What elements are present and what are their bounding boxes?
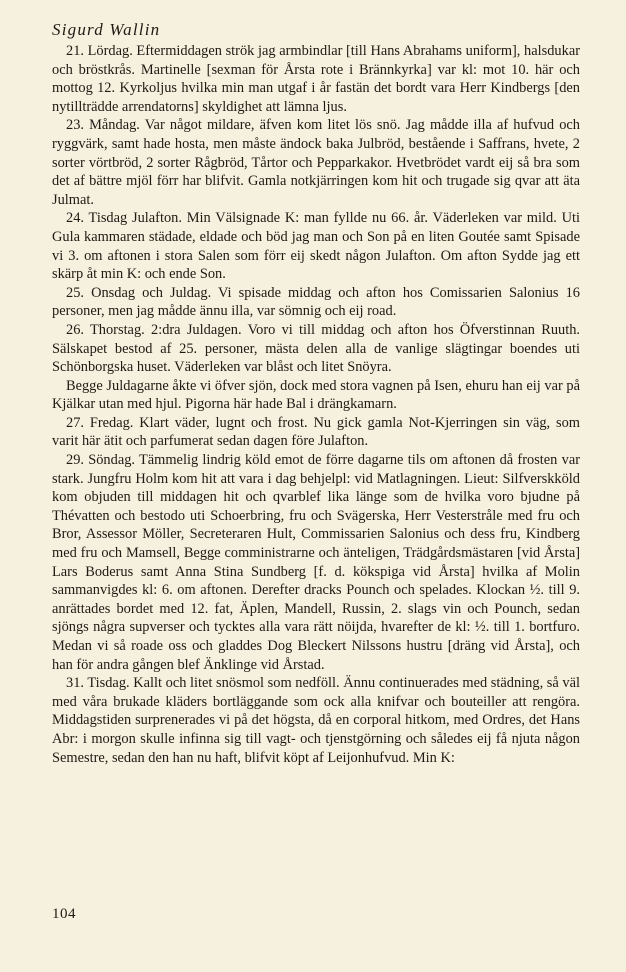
diary-entry: 21. Lördag. Eftermiddagen strök jag armbindlar [till Hans Abrahams uniform], halsdukar och bröstkrås. Martinelle [sexman för Årsta rote i Brännkyrka] var kl: mot 10. här och mottog 12. Kyrkoljus hvilka min man utgaf i år fastän det bordt vara Herr Kindbergs [den nytillträdde arrendatorns] skyldighet att lämna ljus. — [52, 43, 580, 115]
diary-entry: 29. Söndag. Tämmelig lindrig köld emot de förre dagarne tils om aftonen då frosten var stark. Jungfru Holm kom hit att vara i dag behjelpl: vid Matlagningen. Lieut: Silfverskköld kom objuden till middagen hit och qvarblef lika länge som de hvilka voro bjudne på Thévatten och bestodo uti Schoerbring, fru och Svägerska, Herr Vesterstråle med fru och Bror, Assessor Möller, Secreteraren Hult, Commissarien Salonius och dess fru, Kindberg med fru och Mamsell, Begge comministrarne och änteligen, Trädgårdsmästaren [vid Årsta] Lars Boderus samt Anna Stina Sundberg [f. d. kökspiga vid Årsta] hvilka af Molin sammanvigdes kl: 6. om aftonen. Derefter dracks Pounch och spelades. Klockan ½. till 9. anrättades bordet med 12. fat, Äplen, Mandell, Russin, 2. slags vin och Pounch, sedan sjöngs några supverser och tycktes alla vara rätt nöijda, hvarefter de kl: ½. till 1. bortfuro. Medan vi så roade oss och gladdes Dog Bleckert Nilssons hustru [dräng vid Årsta], och han för andra gången blef Änklinge vid Årstad. — [52, 452, 580, 673]
diary-entry: Begge Juldagarne åkte vi öfver sjön, dock med stora vagnen på Isen, ehuru han eij var på Kjälkar utan med hjul. Pigorna här hade Bal i drängkamarn. — [52, 377, 580, 413]
diary-entry: 23. Måndag. Var något mildare, äfven kom litet lös snö. Jag mådde illa af hufvud och ryggvärk, samt hade hosta, men måste ändock baka Julbröd, bestående i Saffrans, hvete, 2 sorter vörtbröd, 2 sorter Rågbröd, Tårtor och Pepparkakor. Hvetbrödet vardt eij så bra som det af bättre mjöl förr har blifvit. Gamla notkjärringen kom hit och trugade sig qvar att äta Julmat. — [52, 117, 580, 208]
diary-entry: 25. Onsdag och Juldag. Vi spisade middag och afton hos Comissarien Salonius 16 personer, men jag mådde ännu illa, var sömnig och eij road. — [52, 284, 580, 320]
page-number: 104 — [52, 906, 76, 922]
running-head: Sigurd Wallin — [52, 20, 161, 39]
diary-entry: 31. Tisdag. Kallt och litet snösmol som nedföll. Ännu continuerades med städning, så väl med våra brukade kläders bortläggande som ock alla knifvar och bouteiller att rengöra. Middagstiden surprenerades vi på det högsta, då en corporal hitkom, med Ordres, det Hans Abr: i morgon skulle infinna sig till vagt- och tjenstgörning och således eij få njuta någon Semestre, sedan den han nu haft, blifvit köpt af Leijonhufvud. Min K: — [52, 675, 580, 766]
diary-entry: 27. Fredag. Klart väder, lugnt och frost. Nu gick gamla Not-Kjerringen sin väg, som varit här ätit och parfumerat sedan dagen före Julafton. — [52, 414, 580, 450]
diary-entry: 26. Thorstag. 2:dra Juldagen. Voro vi till middag och afton hos Öfverstinnan Ruuth. Sälskapet bestod af 25. personer, mästa delen alla de vanlige slägtingar boendes uti Schönborgska huset. Väderleken var blåst och litet Snöyra. — [52, 321, 580, 376]
diary-entries — [52, 42, 580, 767]
diary-entry: 24. Tisdag Julafton. Min Välsignade K: man fyllde nu 66. år. Väderleken var mild. Uti Gula kammaren städade, eldade och böd jag man och Son på en liten Goutée samt Spisade vi 3. om aftonen i stora Salen som förr eij skedt någon Julafton. Om afton Sydde jag ett skärp åt min K: och ende Son. — [52, 210, 580, 283]
